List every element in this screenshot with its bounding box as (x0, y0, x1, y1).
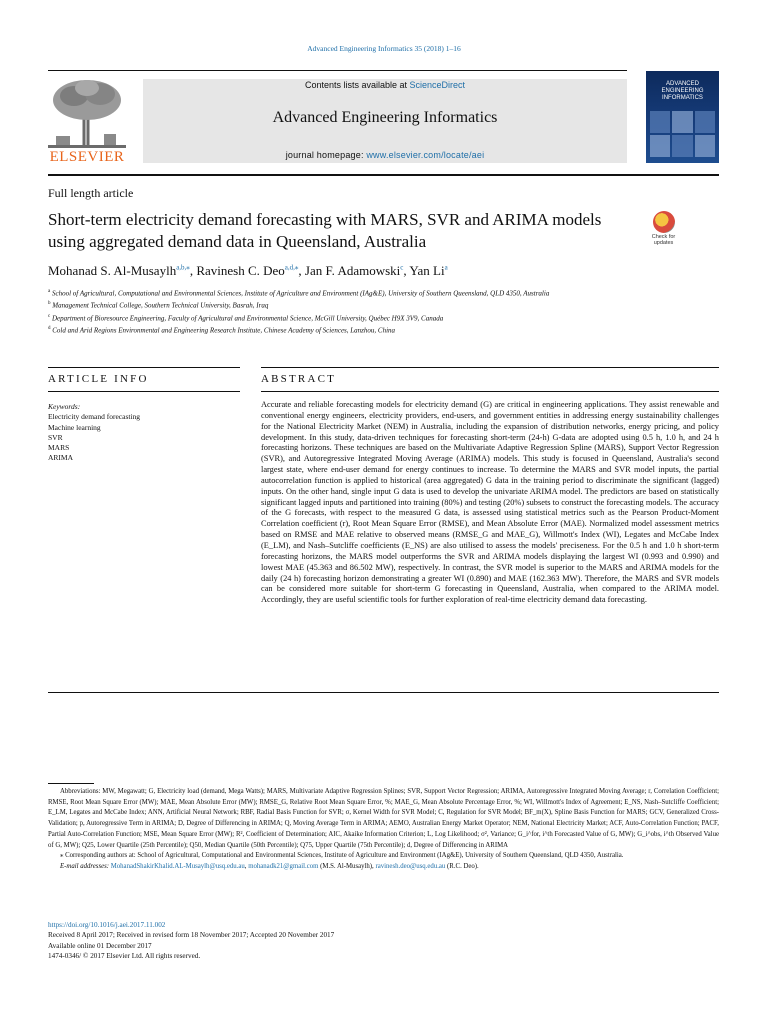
journal-name: Advanced Engineering Informatics (272, 109, 498, 126)
author-list (48, 263, 668, 279)
cover-artwork (650, 111, 715, 157)
author-name[interactable]: , Ravinesh C. Deo (189, 263, 285, 278)
email-label: E-mail addresses: (60, 862, 111, 870)
affiliation-marker: a (48, 289, 51, 294)
email-owner: (M.S. Al-Musaylh), (318, 862, 376, 870)
abstract-top-rule (261, 367, 719, 368)
abstract-heading: ABSTRACT (261, 373, 337, 385)
keyword-item: SVR (48, 432, 63, 442)
check-for-updates-label: Check for updates (651, 234, 676, 246)
copyright-notice: 1474-0346/ © 2017 Elsevier Ltd. All rights reserved. (48, 951, 201, 960)
email-separator: , (244, 862, 249, 870)
author-name[interactable]: , Yan Li (403, 263, 445, 278)
crossmark-icon (653, 211, 675, 233)
available-online-date: Available online 01 December 2017 (48, 941, 152, 950)
abstract-bottom-rule (261, 391, 719, 392)
keyword-item: Electricity demand forecasting (48, 412, 141, 422)
affiliation-item (48, 324, 658, 335)
footnotes (48, 787, 719, 873)
keyword-item: MARS (48, 443, 70, 453)
corresponding-author-footnote: ⁎ Corresponding authors at: School of Agricultural, Computational and Environmental Sciences, Institute of Agriculture and Environment (IAg&E), University of Southern Queensland, QLD 4350, Australia. (60, 852, 624, 860)
author-affiliation-marker[interactable]: c (400, 263, 404, 272)
email-link[interactable]: ravinesh.deo@usq.edu.au (375, 862, 446, 870)
keywords-label: Keywords: (48, 402, 81, 411)
affiliation-marker: b (48, 301, 51, 307)
affiliation-item (48, 287, 658, 298)
article-title: Short-term electricity demand forecasting with MARS, SVR and ARIMA models using aggregated demand data in Queensland, Australia (48, 210, 602, 251)
author-name[interactable]: Mohanad S. Al-Musaylh (48, 263, 177, 278)
received-dates: Received 8 April 2017; Received in revised form 18 November 2017; Accepted 20 November 2017 (48, 931, 335, 940)
journal-cover-image (646, 71, 719, 163)
elsevier-tree-icon (48, 76, 126, 148)
author-name[interactable]: , Jan F. Adamowski (298, 263, 401, 278)
contents-prefix: Contents lists available at (304, 80, 410, 90)
check-for-updates-button[interactable] (645, 211, 682, 249)
email-link[interactable]: mohanadk21@gmail.com (248, 862, 319, 870)
contents-line (143, 80, 627, 90)
abstract-end-rule (48, 692, 719, 693)
homepage-prefix: journal homepage: (285, 150, 367, 160)
keyword-item: Machine learning (48, 422, 101, 432)
email-footnote (48, 862, 719, 873)
article-info-heading: ARTICLE INFO (48, 373, 149, 385)
homepage-link[interactable]: www.elsevier.com/locate/aei (366, 150, 485, 160)
sciencedirect-link[interactable]: ScienceDirect (409, 80, 466, 90)
article-info-top-rule (48, 367, 240, 368)
doi-link[interactable]: https://doi.org/10.1016/j.aei.2017.11.002 (48, 921, 166, 929)
author-affiliation-marker[interactable]: a (444, 263, 448, 272)
affiliation-text: Management Technical College, Southern Technical University, Basrah, Iraq (52, 301, 269, 310)
elsevier-logo (48, 76, 126, 166)
publication-info (48, 920, 719, 961)
affiliation-marker: c (48, 313, 51, 319)
cover-title: ADVANCED ENGINEERING INFORMATICS (661, 81, 704, 101)
affiliations (48, 287, 658, 336)
affiliation-marker: d (48, 325, 51, 331)
author-affiliation-marker[interactable]: a,d,⁎ (284, 263, 299, 272)
keywords-block (48, 402, 238, 464)
header-top-rule (48, 70, 627, 71)
affiliation-text: Cold and Arid Regions Environmental and Engineering Research Institute, Chinese Academy of Sciences, Lanzhou, China (52, 326, 396, 335)
keyword-item: ARIMA (48, 453, 74, 463)
abstract-text: Accurate and reliable forecasting models for electricity demand (G) are critical in engineering applications. They assist renewable and conventional energy engineers, electricity providers, end-users, and government entities in addressing energy sustainability challenges for the National Electricity Market (NEM) in Australia, including the expansion of distribution networks, energy pricing, and policy development. In this study, data-driven techniques for forecasting short-term (24-h) G-data are adopted using 0.5 h, 1.0 h, and 24 h forecasting horizons. These techniques are based on the Multivariate Adaptive Regression Spline (MARS), Support Vector Regression (SVR), and Autoregressive Integrated Moving Average (ARIMA) models. This study is focused in Queensland, Australia's second largest state, where end-user demand for energy continues to increase. To determine the MARS and SVR model inputs, the partial autocorrelation function is applied to historical (area aggregated) G data in the training period to discriminate the significant (lagged) inputs. On the other hand, single input G data is used to develop the univariate ARIMA model. The predictors are based on statistically significant lagged inputs and partitioned into training (80%) and testing (20%) subsets to construct the forecasting models. The accuracy of the G forecasts, with respect to the measured G data, is assessed using statistical metrics such as the Pearson Product-Moment Correlation coefficient (r), Root Mean Square Error (RMSE), and Mean Absolute Error (MAE). Normalized model assessment metrics based on RMSE and MAE relative to observed means (RMSE_G and MAE_G), Willmott's Index (WI), Legates and McCabe Index (E_LM), and Nash–Sutcliffe coefficients (E_NS) are also utilised to assess the models' preciseness. For the 0.5 h and 1.0 h short-term forecasting horizons, the MARS model outperforms the SVR and ARIMA models displaying the largest WI (0.993 and 0.990) and lowest MAE (45.363 and 86.502 MW), respectively. In contrast, the SVR model is superior to the MARS and ARIMA models for the daily (24 h) forecasting horizon demonstrating a greater WI (0.890) and MAE (162.363 MW). Therefore, the MARS and SVR models can be considered more suitable for short-term G forecasting in Queensland, Australia, when compared to the ARIMA model. Accordingly, they are useful scientific tools for further exploration of real-time electricity demand data forecasting. (261, 400, 719, 605)
article-info-bottom-rule (48, 391, 240, 392)
author-affiliation-marker[interactable]: a,b,⁎ (176, 263, 190, 272)
affiliation-text: Department of Bioresource Engineering, Faculty of Agricultural and Environmental Science, McGill University, Québec H9X 3V9, Canada (51, 313, 444, 322)
affiliation-text: School of Agricultural, Computational and Environmental Sciences, Institute of Agriculture and Environment (IAg&E), University of Southern Queensland, QLD 4350, Australia (51, 289, 550, 298)
footnote-rule (48, 783, 94, 784)
journal-citation[interactable]: Advanced Engineering Informatics 35 (2018) 1–16 (307, 44, 461, 53)
abbreviations-footnote: Abbreviations: MW, Megawatt; G, Electricity load (demand, Mega Watts); MARS, Multivariate Adaptive Regression Splines; SVR, Support Vector Regression; ARIMA, Autoregressive Integrated Moving Average; r, Correlation Coefficient; RMSE, Root Mean Square Error (MW); MAE, Mean Absolute Error (MW); RMSE_G, Relative Root Mean Square Error, %; MAE_G, Mean Absolute Percentage Error, %; WI, Willmott's Index of Agreement; E_NS, Nash–Sutcliffe Coefficient; E_LM, Legates and McCabe Index; ANN, Artificial Neural Network; RBF, Radial Basis Function for SVR; σ, Kernel Width for SVR Model; C, Regulation for SVR Model; BF_m(X), Spline Basis Function for MARS; GCV, Generalized Cross-Validation; p, Autoregressive Term in ARIMA; D, Degree of Differencing in ARIMA; Q, Moving Average Term in ARIMA; AEMO, Australian Energy Market Operator; NEM, National Electricity Market; ACF, Auto-Correlation Function; PACF, Partial Auto-Correlation Function; MSE, Mean Square Error (MW); R², Coefficient of Determination; AIC, Akaike Information Criterion; L, Log Likelihood; σ², Variance; G_i^for, i^th Forecasted Value of G, MW); G_i^obs, i^th Observed Value of G, MW); Q25, Lower Quartile (25th Percentile); Q50, Median Quartile (50th Percentile); Q75, Upper Quartile (75th Percentile); d, Degree of Differencing in ARIMA (48, 788, 719, 849)
article-type: Full length article (48, 186, 134, 200)
affiliation-item (48, 312, 658, 323)
journal-header-box (143, 79, 627, 163)
elsevier-wordmark: ELSEVIER (49, 149, 125, 165)
journal-homepage-line (143, 150, 627, 160)
affiliation-item (48, 299, 658, 310)
email-owner: (R.C. Deo). (445, 862, 479, 870)
email-link[interactable]: MohanadShakirKhalid.AL-Musaylh@usq.edu.au (110, 862, 245, 870)
header-bottom-rule (48, 174, 719, 176)
